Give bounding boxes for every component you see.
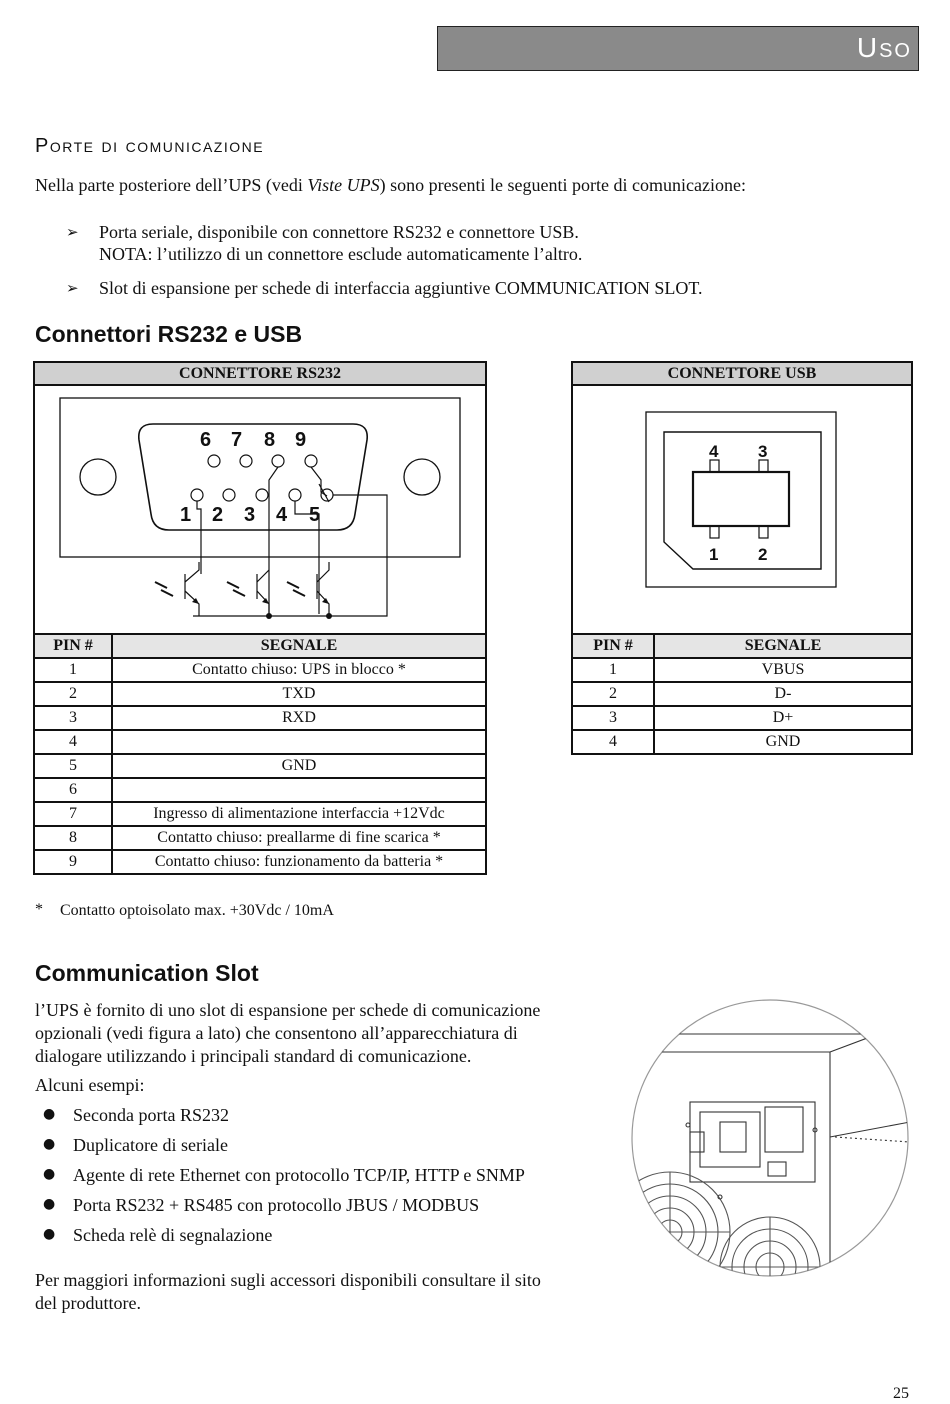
pin-cell: 5 bbox=[34, 754, 112, 778]
example-item: Agente di rete Ethernet con protocollo TCP/IP, HTTP e SNMP bbox=[73, 1165, 525, 1185]
signal-cell: GND bbox=[112, 754, 486, 778]
slot-paragraph bbox=[35, 999, 615, 1067]
examples-label: Alcuni esempi: bbox=[35, 1075, 145, 1095]
signal-cell bbox=[112, 730, 486, 754]
bullet-icon: ● bbox=[43, 1226, 56, 1242]
pin-cell: 7 bbox=[34, 802, 112, 826]
signal-cell: D- bbox=[654, 682, 912, 706]
signal-cell: Contatto chiuso: preallarme di fine scarica * bbox=[112, 826, 486, 850]
table-row bbox=[572, 658, 912, 682]
signal-cell: Contatto chiuso: funzionamento da batteria * bbox=[112, 850, 486, 874]
usb-pin-table bbox=[571, 633, 913, 755]
signal-cell: RXD bbox=[112, 706, 486, 730]
table-row bbox=[572, 706, 912, 730]
table-row bbox=[572, 730, 912, 754]
rs232-pin-label: 6 bbox=[200, 429, 212, 451]
header-bar bbox=[437, 26, 919, 71]
table-row bbox=[34, 850, 486, 874]
rs232-pin-label: 4 bbox=[276, 504, 288, 526]
table-row bbox=[34, 682, 486, 706]
ups-slot-illustration bbox=[630, 992, 910, 1284]
rs232-pin-label: 3 bbox=[244, 504, 256, 526]
pin-cell: 1 bbox=[572, 658, 654, 682]
mounting-hole bbox=[404, 459, 440, 495]
column-header: SEGNALE bbox=[112, 634, 486, 658]
pin-cell: 3 bbox=[34, 706, 112, 730]
signal-cell: D+ bbox=[654, 706, 912, 730]
table-row bbox=[34, 778, 486, 802]
list-item-slot: Slot di espansione per schede di interfaccia aggiuntive COMMUNICATION SLOT. bbox=[99, 278, 703, 298]
rs232-pin-label: 5 bbox=[309, 504, 321, 526]
pin-cell: 2 bbox=[572, 682, 654, 706]
table-row bbox=[34, 730, 486, 754]
column-header: SEGNALE bbox=[654, 634, 912, 658]
connectors-heading: Connettori RS232 e USB bbox=[35, 321, 303, 347]
slot-paragraph-line: l’UPS è fornito di uno slot di espansione per schede di comunicazione bbox=[35, 1000, 541, 1020]
pin-cell: 6 bbox=[34, 778, 112, 802]
pin-cell: 4 bbox=[572, 730, 654, 754]
usb-header: CONNETTORE USB bbox=[571, 361, 913, 386]
rs232-pin-label: 9 bbox=[295, 429, 307, 451]
slot-paragraph-line: opzionali (vedi figura a lato) che consentono all’apparecchiatura di bbox=[35, 1023, 518, 1043]
arrow-bullet-icon: ➢ bbox=[66, 279, 79, 297]
bullet-icon: ● bbox=[43, 1196, 56, 1212]
bullet-icon: ● bbox=[43, 1136, 56, 1152]
usb-pin-label: 3 bbox=[758, 442, 768, 461]
signal-cell: TXD bbox=[112, 682, 486, 706]
slot-paragraph-line: dialogare utilizzando i principali standard di comunicazione. bbox=[35, 1046, 472, 1066]
intro-text-before: Nella parte posteriore dell’UPS (vedi bbox=[35, 175, 308, 195]
column-header: PIN # bbox=[34, 634, 112, 658]
table-row bbox=[34, 706, 486, 730]
usb-pin-label: 4 bbox=[709, 442, 719, 461]
example-item: Porta RS232 + RS485 con protocollo JBUS / MODBUS bbox=[73, 1195, 480, 1215]
list-item-serial bbox=[99, 221, 582, 265]
rs232-pin-table bbox=[33, 633, 487, 875]
example-item: Seconda porta RS232 bbox=[73, 1105, 229, 1125]
closing-paragraph bbox=[35, 1269, 615, 1314]
example-item: Duplicatore di seriale bbox=[73, 1135, 228, 1155]
closing-line: del produttore. bbox=[35, 1293, 141, 1313]
header-title: Uso bbox=[856, 32, 912, 63]
table-row bbox=[34, 754, 486, 778]
rs232-header: CONNETTORE RS232 bbox=[33, 361, 487, 386]
section-title: Porte di comunicazione bbox=[35, 135, 265, 157]
pin-cell: 8 bbox=[34, 826, 112, 850]
bullet-icon: ● bbox=[43, 1166, 56, 1182]
usb-pin-label: 2 bbox=[758, 545, 768, 564]
bullet-icon: ● bbox=[43, 1106, 56, 1122]
signal-cell: GND bbox=[654, 730, 912, 754]
pin-cell: 4 bbox=[34, 730, 112, 754]
arrow-bullet-icon: ➢ bbox=[66, 223, 79, 241]
slot-heading: Communication Slot bbox=[35, 960, 259, 986]
rs232-connector-diagram bbox=[33, 384, 487, 635]
signal-cell: VBUS bbox=[654, 658, 912, 682]
intro-text-after: ) sono presenti le seguenti porte di comunicazione: bbox=[379, 175, 746, 195]
pin-cell: 1 bbox=[34, 658, 112, 682]
rs232-pin-label: 1 bbox=[180, 504, 192, 526]
example-item: Scheda relè di segnalazione bbox=[73, 1225, 273, 1245]
table-row bbox=[34, 658, 486, 682]
signal-cell bbox=[112, 778, 486, 802]
rs232-pin-label: 8 bbox=[264, 429, 276, 451]
mounting-hole bbox=[80, 459, 116, 495]
rs232-pin-label: 2 bbox=[212, 504, 224, 526]
pin-cell: 2 bbox=[34, 682, 112, 706]
page-number: 25 bbox=[893, 1385, 909, 1402]
list-item-serial-line1: Porta seriale, disponibile con connettore RS232 e connettore USB. bbox=[99, 222, 579, 242]
table-row bbox=[572, 682, 912, 706]
intro-link-viste-ups: Viste UPS bbox=[307, 175, 380, 195]
list-item-serial-note: NOTA: l’utilizzo di un connettore esclude automaticamente l’altro. bbox=[99, 244, 583, 264]
table-row bbox=[34, 802, 486, 826]
signal-cell: Ingresso di alimentazione interfaccia +12Vdc bbox=[112, 802, 486, 826]
table-row bbox=[34, 826, 486, 850]
pin-cell: 3 bbox=[572, 706, 654, 730]
rs232-pin-label: 7 bbox=[231, 429, 243, 451]
signal-cell: Contatto chiuso: UPS in blocco * bbox=[112, 658, 486, 682]
section-intro bbox=[35, 174, 746, 196]
column-header: PIN # bbox=[572, 634, 654, 658]
usb-connector-diagram bbox=[571, 384, 913, 635]
footnote-mark: * bbox=[35, 901, 43, 918]
footnote-text: Contatto optoisolato max. +30Vdc / 10mA bbox=[60, 902, 334, 919]
usb-pin-label: 1 bbox=[709, 545, 719, 564]
pin-cell: 9 bbox=[34, 850, 112, 874]
table-header-row bbox=[572, 634, 912, 658]
closing-line: Per maggiori informazioni sugli accessori disponibili consultare il sito bbox=[35, 1270, 541, 1290]
table-header-row bbox=[34, 634, 486, 658]
